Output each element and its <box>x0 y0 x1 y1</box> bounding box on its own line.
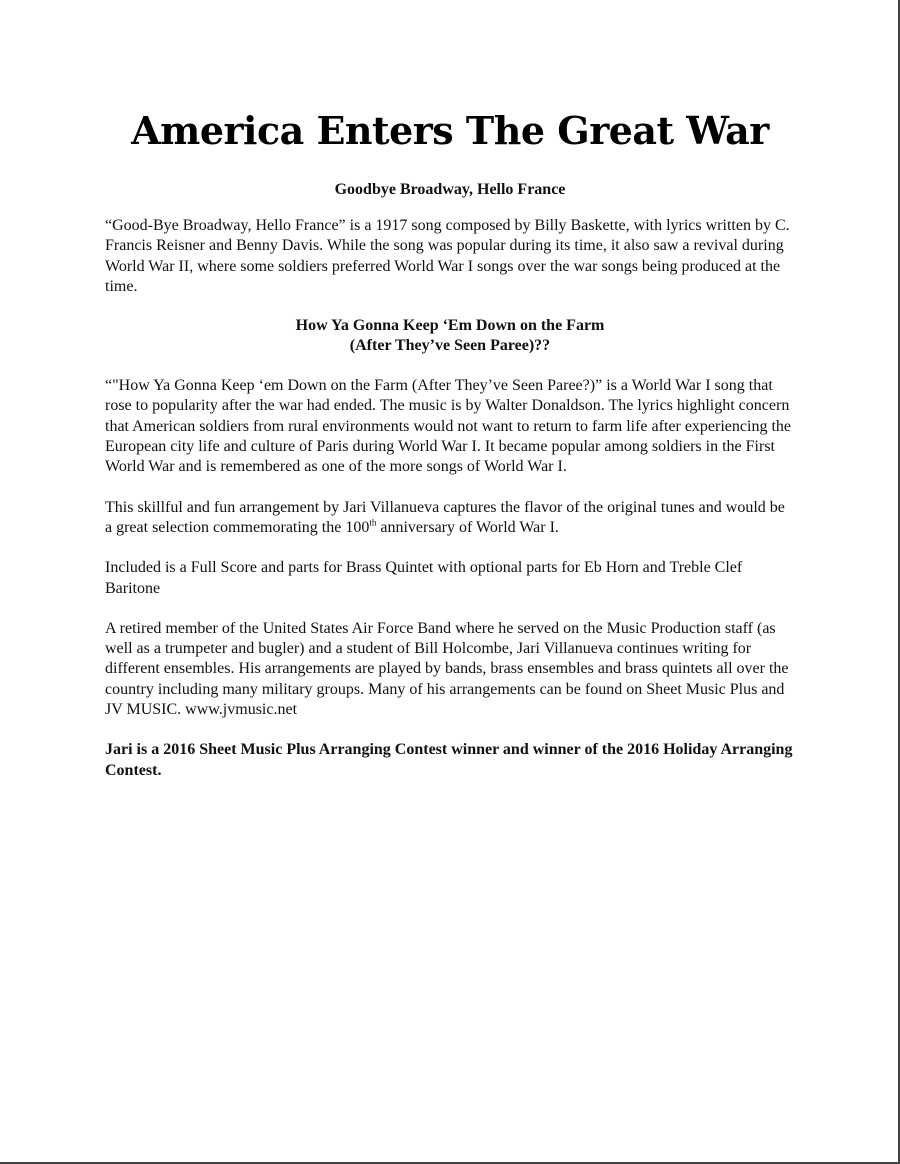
section-heading-farm-line2: (After They’ve Seen Paree)?? <box>349 337 551 355</box>
section-heading-farm-line1: How Ya Gonna Keep ‘Em Down on the Farm <box>295 317 605 335</box>
paragraph-arrangement <box>105 498 795 539</box>
paragraph-goodbye-broadway: “Good-Bye Broadway, Hello France” is a 1917 song composed by Billy Baskette, with lyrics written by C. Francis Reisner and Benny Davis. While the song was popular during its time, it also saw a revival during World War II, where some soldiers preferred World War I songs over the war songs being produced at the time. <box>105 217 790 295</box>
document-title: America Enters The Great War <box>131 108 769 153</box>
paragraph-included-parts: Included is a Full Score and parts for Brass Quintet with optional parts for Eb Horn and Treble Clef Baritone <box>105 559 743 597</box>
section-heading-goodbye-broadway: Goodbye Broadway, Hello France <box>334 181 566 198</box>
ordinal-superscript: th <box>369 517 377 528</box>
arrangement-text-after: anniversary of World War I. <box>376 518 559 536</box>
paragraph-farm: “"How Ya Gonna Keep ‘em Down on the Farm (After They’ve Seen Paree?)” is a World War I song that rose to popularity after the war had ended. The music is by Walter Donaldson. The lyrics highlight concern that American soldiers from rural environments would not want to return to farm life after experiencing the European city life and culture of Paris during World War I. It became popular among soldiers in the First World War and is remembered as one of the more songs of World War I. <box>105 377 791 476</box>
paragraph-biography: A retired member of the United States Air Force Band where he served on the Music Production staff (as well as a trumpeter and bugler) and a student of Bill Holcombe, Jari Villanueva continues writing for different ensembles. His arrangements are played by bands, brass ensembles and brass quintets all over the country including many military groups. Many of his arrangements can be found on Sheet Music Plus and JV MUSIC. www.jvmusic.net <box>105 619 789 719</box>
paragraph-award: Jari is a 2016 Sheet Music Plus Arranging Contest winner and winner of the 2016 Holiday Arranging Contest. <box>105 741 793 779</box>
arrangement-text-before: This skillful and fun arrangement by Jari Villanueva captures the flavor of the original tunes and would be a great selection commemorating the 100 <box>105 498 785 536</box>
section-heading-farm <box>105 316 795 356</box>
